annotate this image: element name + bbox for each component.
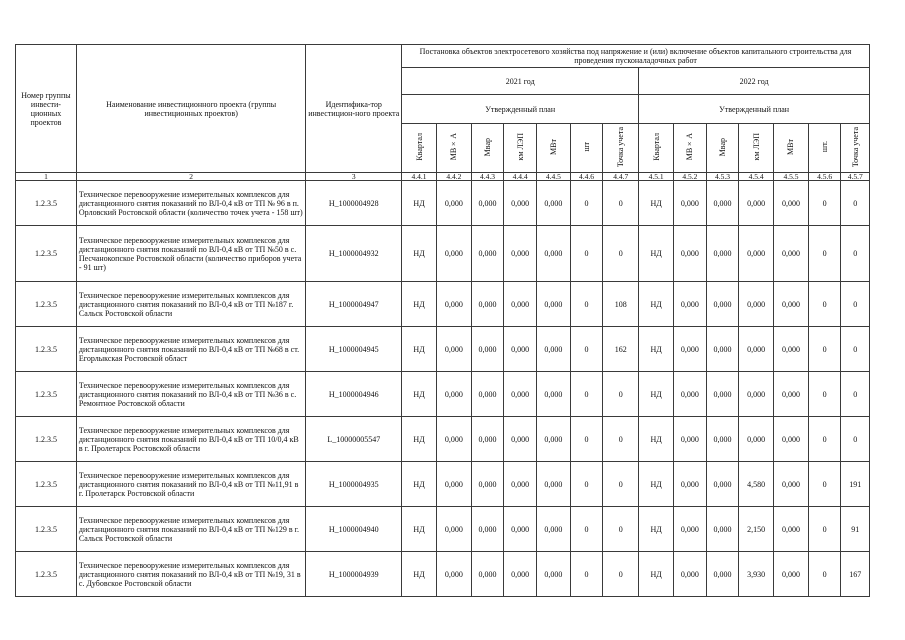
cell-value: 0,000 <box>471 226 504 282</box>
unit-header-2021-3-label: км ЛЭП <box>515 133 525 161</box>
cell-value: 0,000 <box>739 372 774 417</box>
cell-value: 0,000 <box>674 417 707 462</box>
unit-header-2022-4 <box>774 124 809 173</box>
unit-header-2021-6 <box>603 124 639 173</box>
cell-value: 0 <box>841 226 870 282</box>
cell-identifier: H_1000004928 <box>306 181 402 226</box>
cell-group-no: 1.2.3.5 <box>16 417 77 462</box>
cell-group-no: 1.2.3.5 <box>16 282 77 327</box>
unit-header-2021-6-label: Точка учета <box>616 126 626 168</box>
cell-value: 0,000 <box>674 462 707 507</box>
cell-project-name: Техническое перевооружение измерительных комплексов для дистанционного снятия показаний по ВЛ-0,4 кВ от ТП № 96 в п. Орловский Ростовской области (количество точек учета - 158 шт) <box>76 181 306 226</box>
cell-value: НД <box>639 417 674 462</box>
cell-value: 0 <box>570 282 603 327</box>
unit-header-2022-1-label: МВ×А <box>685 133 695 161</box>
column-number: 4.4.2 <box>436 173 471 181</box>
cell-value: 0 <box>603 181 639 226</box>
cell-value: 0,000 <box>739 417 774 462</box>
cell-group-no: 1.2.3.5 <box>16 507 77 552</box>
cell-identifier: H_1000004946 <box>306 372 402 417</box>
table-row <box>16 417 870 462</box>
unit-header-2021-1 <box>436 124 471 173</box>
cell-value: 0,000 <box>774 327 809 372</box>
unit-header-2021-0 <box>402 124 437 173</box>
cell-value: 0,000 <box>739 282 774 327</box>
unit-header-2021-5-label: шт <box>582 142 592 152</box>
cell-value: 0 <box>570 327 603 372</box>
cell-value: 0,000 <box>436 462 471 507</box>
cell-value: НД <box>402 372 437 417</box>
cell-value: 0,000 <box>706 327 739 372</box>
cell-value: НД <box>639 372 674 417</box>
cell-value: 0,000 <box>706 507 739 552</box>
table-row <box>16 282 870 327</box>
cell-value: 162 <box>603 327 639 372</box>
cell-value: 108 <box>603 282 639 327</box>
cell-value: 0 <box>841 282 870 327</box>
cell-value: 4,580 <box>739 462 774 507</box>
cell-value: 0,000 <box>774 226 809 282</box>
cell-group-no: 1.2.3.5 <box>16 462 77 507</box>
cell-project-name: Техническое перевооружение измерительных комплексов для дистанционного снятия показаний по ВЛ-0,4 кВ от ТП №11,91 в г. Пролетарск Ростовской области <box>76 462 306 507</box>
cell-value: НД <box>402 552 437 597</box>
cell-value: 0,000 <box>536 552 570 597</box>
cell-value: 0,000 <box>774 507 809 552</box>
cell-value: 0,000 <box>536 417 570 462</box>
column-number: 4.5.1 <box>639 173 674 181</box>
cell-value: 0 <box>841 181 870 226</box>
cell-group-no: 1.2.3.5 <box>16 226 77 282</box>
cell-value: 0,000 <box>536 226 570 282</box>
cell-identifier: H_1000004935 <box>306 462 402 507</box>
cell-value: 0,000 <box>536 327 570 372</box>
table-row <box>16 327 870 372</box>
cell-value: 0,000 <box>674 181 707 226</box>
unit-header-2021-5 <box>570 124 603 173</box>
cell-value: 0,000 <box>471 462 504 507</box>
cell-value: НД <box>639 552 674 597</box>
cell-value: 0 <box>808 327 841 372</box>
column-number: 4.4.7 <box>603 173 639 181</box>
table-row <box>16 226 870 282</box>
cell-project-name: Техническое перевооружение измерительных комплексов для дистанционного снятия показаний по ВЛ-0,4 кВ от ТП №36 в с. Ремонтное Ростовской области <box>76 372 306 417</box>
cell-value: 0,000 <box>504 327 537 372</box>
header-group-no: Номер группы инвести-ционных проектов <box>16 45 77 173</box>
cell-value: 3,930 <box>739 552 774 597</box>
cell-group-no: 1.2.3.5 <box>16 552 77 597</box>
cell-value: 0 <box>603 372 639 417</box>
header-year-2022: 2022 год <box>639 68 870 95</box>
cell-value: 191 <box>841 462 870 507</box>
cell-value: 0,000 <box>674 507 707 552</box>
cell-identifier: L_10000005547 <box>306 417 402 462</box>
cell-value: 0,000 <box>774 282 809 327</box>
cell-value: 0,000 <box>436 552 471 597</box>
cell-value: 0,000 <box>436 226 471 282</box>
cell-value: 0 <box>808 282 841 327</box>
cell-value: 0,000 <box>436 282 471 327</box>
cell-value: 0,000 <box>706 462 739 507</box>
cell-value: 0,000 <box>504 181 537 226</box>
cell-value: 0,000 <box>536 181 570 226</box>
header-main-title: Постановка объектов электросетевого хозяйства под напряжение и (или) включение объектов капитального строительства для проведения пусконаладочных работ <box>402 45 870 68</box>
investment-table <box>15 44 870 597</box>
cell-identifier: H_1000004932 <box>306 226 402 282</box>
unit-header-2021-0-label: Квартал <box>414 133 424 161</box>
cell-value: 0,000 <box>436 372 471 417</box>
column-number: 4.5.7 <box>841 173 870 181</box>
cell-value: 0 <box>841 372 870 417</box>
cell-value: 0 <box>603 462 639 507</box>
column-number: 4.5.3 <box>706 173 739 181</box>
unit-header-2022-2-label: Мвар <box>717 137 727 157</box>
cell-value: 167 <box>841 552 870 597</box>
cell-value: 0,000 <box>706 417 739 462</box>
cell-value: 0,000 <box>471 507 504 552</box>
cell-value: 0,000 <box>436 417 471 462</box>
cell-value: 0 <box>808 417 841 462</box>
cell-project-name: Техническое перевооружение измерительных комплексов для дистанционного снятия показаний по ВЛ-0,4 кВ от ТП №50 в с. Песчанокопское Ростовской области (количество приборов учета - 91 шт) <box>76 226 306 282</box>
cell-value: 0 <box>603 417 639 462</box>
cell-project-name: Техническое перевооружение измерительных комплексов для дистанционного снятия показаний по ВЛ-0,4 кВ от ТП 10/0,4 кВ в г. Пролетарск Ростовской области <box>76 417 306 462</box>
cell-value: 0,000 <box>706 181 739 226</box>
unit-header-2022-3-label: км ЛЭП <box>751 133 761 161</box>
cell-value: НД <box>402 181 437 226</box>
cell-value: 0,000 <box>436 507 471 552</box>
unit-header-2022-5 <box>808 124 841 173</box>
header-project-name: Наименование инвестиционного проекта (группы инвестиционных проектов) <box>76 45 306 173</box>
cell-value: 0 <box>570 507 603 552</box>
cell-value: 91 <box>841 507 870 552</box>
cell-value: 0,000 <box>674 552 707 597</box>
cell-value: НД <box>402 462 437 507</box>
cell-value: 0 <box>808 507 841 552</box>
cell-value: 0,000 <box>706 372 739 417</box>
cell-project-name: Техническое перевооружение измерительных комплексов для дистанционного снятия показаний по ВЛ-0,4 кВ от ТП №19, 31 в с. Дубовское Ростовской области <box>76 552 306 597</box>
unit-header-2022-4-label: МВт <box>786 139 796 155</box>
cell-value: 0,000 <box>739 327 774 372</box>
cell-value: 0 <box>570 417 603 462</box>
table-row <box>16 507 870 552</box>
cell-value: 0 <box>808 372 841 417</box>
cell-value: 0 <box>603 226 639 282</box>
table-row <box>16 552 870 597</box>
unit-header-2022-1 <box>674 124 707 173</box>
cell-value: 0,000 <box>436 327 471 372</box>
header-year-2021: 2021 год <box>402 68 639 95</box>
cell-value: 0,000 <box>504 226 537 282</box>
cell-group-no: 1.2.3.5 <box>16 372 77 417</box>
cell-value: 0,000 <box>504 417 537 462</box>
column-number: 4.4.4 <box>504 173 537 181</box>
cell-value: 0,000 <box>504 552 537 597</box>
cell-value: 0 <box>841 327 870 372</box>
cell-value: 0 <box>808 226 841 282</box>
cell-value: 0,000 <box>471 282 504 327</box>
cell-value: 0,000 <box>504 282 537 327</box>
cell-identifier: H_1000004940 <box>306 507 402 552</box>
column-number: 4.4.3 <box>471 173 504 181</box>
cell-value: 0,000 <box>739 181 774 226</box>
cell-value: 0,000 <box>774 372 809 417</box>
cell-value: НД <box>639 327 674 372</box>
cell-value: 0,000 <box>774 552 809 597</box>
column-number: 3 <box>306 173 402 181</box>
cell-value: НД <box>402 417 437 462</box>
cell-value: 0,000 <box>674 327 707 372</box>
column-number: 4.4.1 <box>402 173 437 181</box>
unit-header-2022-5-label: шт. <box>820 141 830 153</box>
column-number: 4.5.2 <box>674 173 707 181</box>
cell-group-no: 1.2.3.5 <box>16 181 77 226</box>
cell-value: 0,000 <box>706 552 739 597</box>
unit-header-2022-6 <box>841 124 870 173</box>
numbering-row <box>16 173 870 181</box>
investment-table-sheet <box>15 44 870 597</box>
cell-value: 0,000 <box>504 372 537 417</box>
cell-value: НД <box>402 507 437 552</box>
header-plan-2021: Утвержденный план <box>402 95 639 124</box>
cell-value: 0,000 <box>674 372 707 417</box>
cell-value: 0,000 <box>536 282 570 327</box>
cell-value: НД <box>639 181 674 226</box>
cell-project-name: Техническое перевооружение измерительных комплексов для дистанционного снятия показаний по ВЛ-0,4 кВ от ТП №187 г. Сальск Ростовской области <box>76 282 306 327</box>
cell-value: 0,000 <box>471 327 504 372</box>
cell-value: НД <box>402 327 437 372</box>
cell-value: 0,000 <box>471 181 504 226</box>
header-plan-2022: Утвержденный план <box>639 95 870 124</box>
column-number: 4.5.6 <box>808 173 841 181</box>
cell-value: НД <box>639 462 674 507</box>
cell-value: 0 <box>603 507 639 552</box>
cell-value: 0 <box>570 226 603 282</box>
cell-value: 0,000 <box>471 552 504 597</box>
table-body <box>16 181 870 597</box>
cell-identifier: H_1000004945 <box>306 327 402 372</box>
unit-header-2021-4-label: МВт <box>548 139 558 155</box>
unit-header-2022-0-label: Квартал <box>651 133 661 161</box>
column-number: 4.4.6 <box>570 173 603 181</box>
cell-value: 0,000 <box>536 462 570 507</box>
cell-project-name: Техническое перевооружение измерительных комплексов для дистанционного снятия показаний по ВЛ-0,4 кВ от ТП №68 в ст. Егорлыкская Ростовской област <box>76 327 306 372</box>
cell-value: 0,000 <box>706 282 739 327</box>
cell-value: 0,000 <box>739 226 774 282</box>
column-number: 4.5.5 <box>774 173 809 181</box>
cell-value: 0 <box>841 417 870 462</box>
cell-project-name: Техническое перевооружение измерительных комплексов для дистанционного снятия показаний по ВЛ-0,4 кВ от ТП №129 в г. Сальск Ростовской области <box>76 507 306 552</box>
cell-value: 0,000 <box>674 282 707 327</box>
unit-header-2021-2 <box>471 124 504 173</box>
cell-value: 0,000 <box>774 462 809 507</box>
cell-value: 0 <box>570 372 603 417</box>
cell-value: 0,000 <box>774 181 809 226</box>
unit-header-2022-3 <box>739 124 774 173</box>
cell-value: 2,150 <box>739 507 774 552</box>
header-identifier: Идентифика-тор инвестицион-ного проекта <box>306 45 402 173</box>
column-number: 2 <box>76 173 306 181</box>
cell-value: 0,000 <box>706 226 739 282</box>
cell-value: 0 <box>570 552 603 597</box>
cell-value: НД <box>402 226 437 282</box>
table-row <box>16 181 870 226</box>
cell-value: 0,000 <box>504 507 537 552</box>
column-number: 1 <box>16 173 77 181</box>
unit-header-2022-0 <box>639 124 674 173</box>
column-number: 4.4.5 <box>536 173 570 181</box>
cell-value: 0 <box>808 552 841 597</box>
cell-value: 0,000 <box>536 372 570 417</box>
cell-value: 0,000 <box>471 372 504 417</box>
unit-header-2021-4 <box>536 124 570 173</box>
table-row <box>16 372 870 417</box>
cell-value: 0,000 <box>774 417 809 462</box>
cell-value: 0,000 <box>674 226 707 282</box>
cell-value: 0 <box>603 552 639 597</box>
unit-header-2022-6-label: Точка учета <box>850 126 860 168</box>
cell-value: НД <box>639 282 674 327</box>
unit-header-2022-2 <box>706 124 739 173</box>
cell-identifier: H_1000004947 <box>306 282 402 327</box>
cell-identifier: H_1000004939 <box>306 552 402 597</box>
unit-header-2021-2-label: Мвар <box>483 137 493 157</box>
table-row <box>16 462 870 507</box>
unit-header-2021-3 <box>504 124 537 173</box>
cell-value: 0,000 <box>536 507 570 552</box>
cell-value: НД <box>402 282 437 327</box>
cell-value: 0,000 <box>436 181 471 226</box>
cell-value: 0,000 <box>471 417 504 462</box>
cell-value: НД <box>639 226 674 282</box>
cell-value: 0 <box>808 462 841 507</box>
cell-value: 0 <box>570 181 603 226</box>
cell-value: 0 <box>570 462 603 507</box>
unit-header-2021-1-label: МВ×А <box>449 133 459 161</box>
cell-group-no: 1.2.3.5 <box>16 327 77 372</box>
column-number: 4.5.4 <box>739 173 774 181</box>
cell-value: 0 <box>808 181 841 226</box>
cell-value: НД <box>639 507 674 552</box>
cell-value: 0,000 <box>504 462 537 507</box>
